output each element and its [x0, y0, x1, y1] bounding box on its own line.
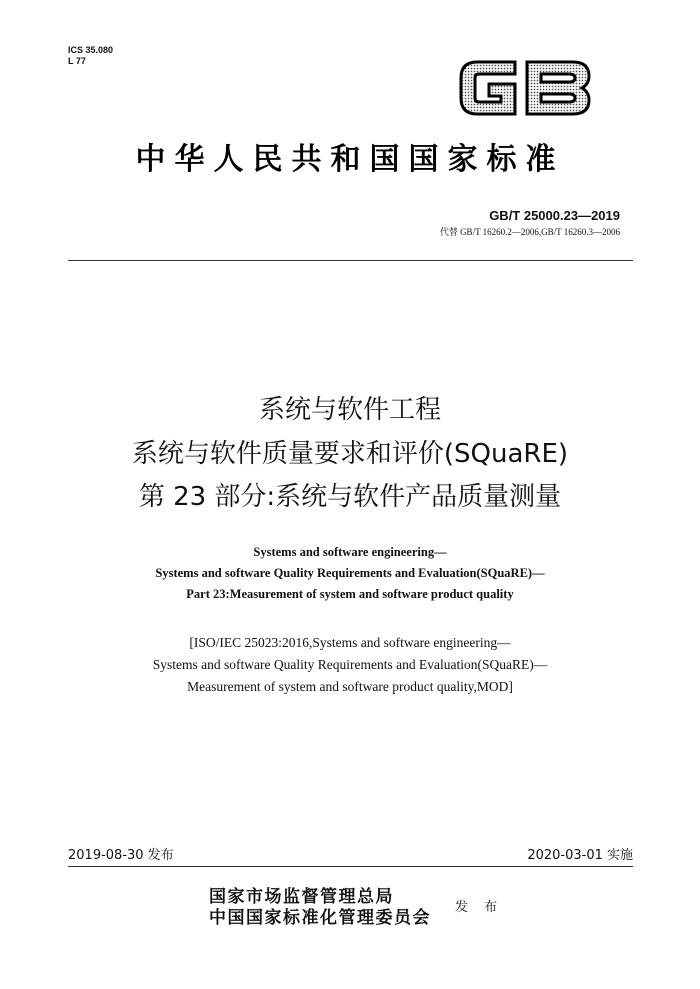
title-en-line-1: Systems and software engineering—	[253, 545, 447, 559]
gb-logo	[455, 52, 595, 124]
publisher-line-1: 国家市场监督管理总局	[209, 887, 394, 907]
replaced-standards: 代替 GB/T 16260.2—2006,GB/T 16260.3—2006	[439, 227, 620, 237]
publish-label: 发 布	[455, 900, 504, 915]
title-en-line-3: Part 23:Measurement of system and software product quality	[186, 587, 514, 601]
classification-codes	[68, 45, 113, 67]
publisher-block	[209, 887, 431, 929]
footer-divider	[68, 866, 633, 867]
title-zh-line-3: 第 23 部分:系统与软件产品质量测量	[138, 482, 562, 512]
iso-reference-line-1: [ISO/IEC 25023:2016,Systems and software engineering—	[189, 635, 511, 650]
title-zh-line-1: 系统与软件工程	[258, 395, 441, 425]
standard-number: GB/T 25000.23—2019	[489, 208, 620, 223]
title-en-line-2: Systems and software Quality Requirements and Evaluation(SQuaRE)—	[155, 566, 545, 580]
iso-reference-line-2: Systems and software Quality Requirements and Evaluation(SQuaRE)—	[152, 657, 548, 672]
effective-date: 2020-03-01 实施	[527, 848, 633, 863]
title-zh-line-2: 系统与软件质量要求和评价(SQuaRE)	[131, 439, 569, 469]
national-standard-title: 中华人民共和国国家标准	[135, 142, 565, 177]
publisher-line-2: 中国国家标准化管理委员会	[209, 908, 431, 928]
iso-reference-line-3: Measurement of system and software product quality,MOD]	[187, 679, 513, 694]
header-divider	[68, 260, 633, 261]
ics-code: ICS 35.080	[68, 45, 114, 55]
gb-logo-letter-b	[527, 62, 589, 114]
publish-date: 2019-08-30 发布	[68, 848, 174, 863]
ccs-code: L 77	[68, 56, 86, 66]
gb-logo-letter-g	[461, 62, 515, 114]
